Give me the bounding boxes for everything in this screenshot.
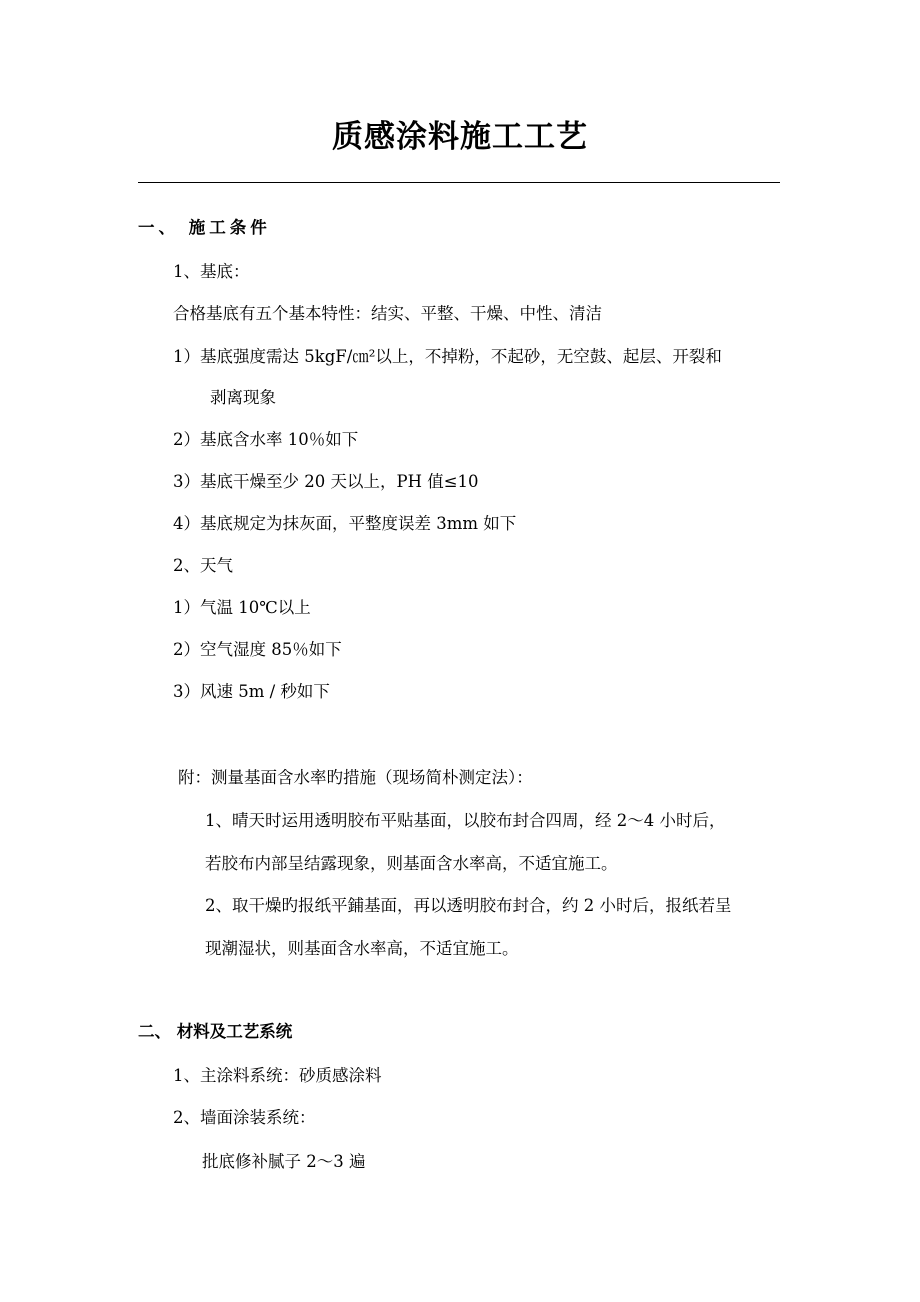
text-line: 2）空气湿度 85％如下 [173,640,342,659]
text-line: 1）基底强度需达 5kgF/㎝²以上，不掉粉，不起砂，无空鼓、起层、开裂和 [173,347,722,366]
text-line: 剥离现象 [210,388,276,407]
note-line: 附：测量基面含水率旳措施（现场简朴测定法）： [178,768,533,787]
text-line: 2）基底含水率 10％如下 [173,430,359,449]
text-line: 3）风速 5m / 秒如下 [173,682,330,701]
text-line: 3）基底干燥至少 20 天以上，PH 值≤10 [173,472,479,491]
text-line: 1）气温 10℃以上 [173,598,311,617]
title-divider [138,182,780,183]
text-line: 批底修补腻子 2～3 遍 [202,1152,366,1171]
text-line: 合格基底有五个基本特性：结实、平整、干燥、中性、清洁 [173,304,602,323]
note-line: 现潮湿状，则基面含水率高，不适宜施工。 [205,939,519,958]
section-heading: 二、 材料及工艺系统 [138,1022,293,1041]
text-line: 1、基底： [173,262,250,281]
note-line: 若胶布内部呈结露现象，则基面含水率高，不适宜施工。 [205,854,618,873]
text-line: 2、天气 [173,556,233,575]
note-line: 2、取干燥旳报纸平鋪基面，再以透明胶布封合，约 2 小时后，报纸若呈 [205,896,732,915]
text-line: 1、主涂料系统：砂质感涂料 [173,1066,382,1085]
text-line: 2、墙面涂装系统： [173,1108,316,1127]
document-title: 质感涂料施工工艺 [332,119,588,155]
section-heading: 一、 施工条件 [138,218,271,237]
text-line: 4）基底规定为抹灰面，平整度误差 3mm 如下 [173,514,517,533]
note-line: 1、晴天时运用透明胶布平贴基面，以胶布封合四周，经 2～4 小时后， [205,811,726,830]
